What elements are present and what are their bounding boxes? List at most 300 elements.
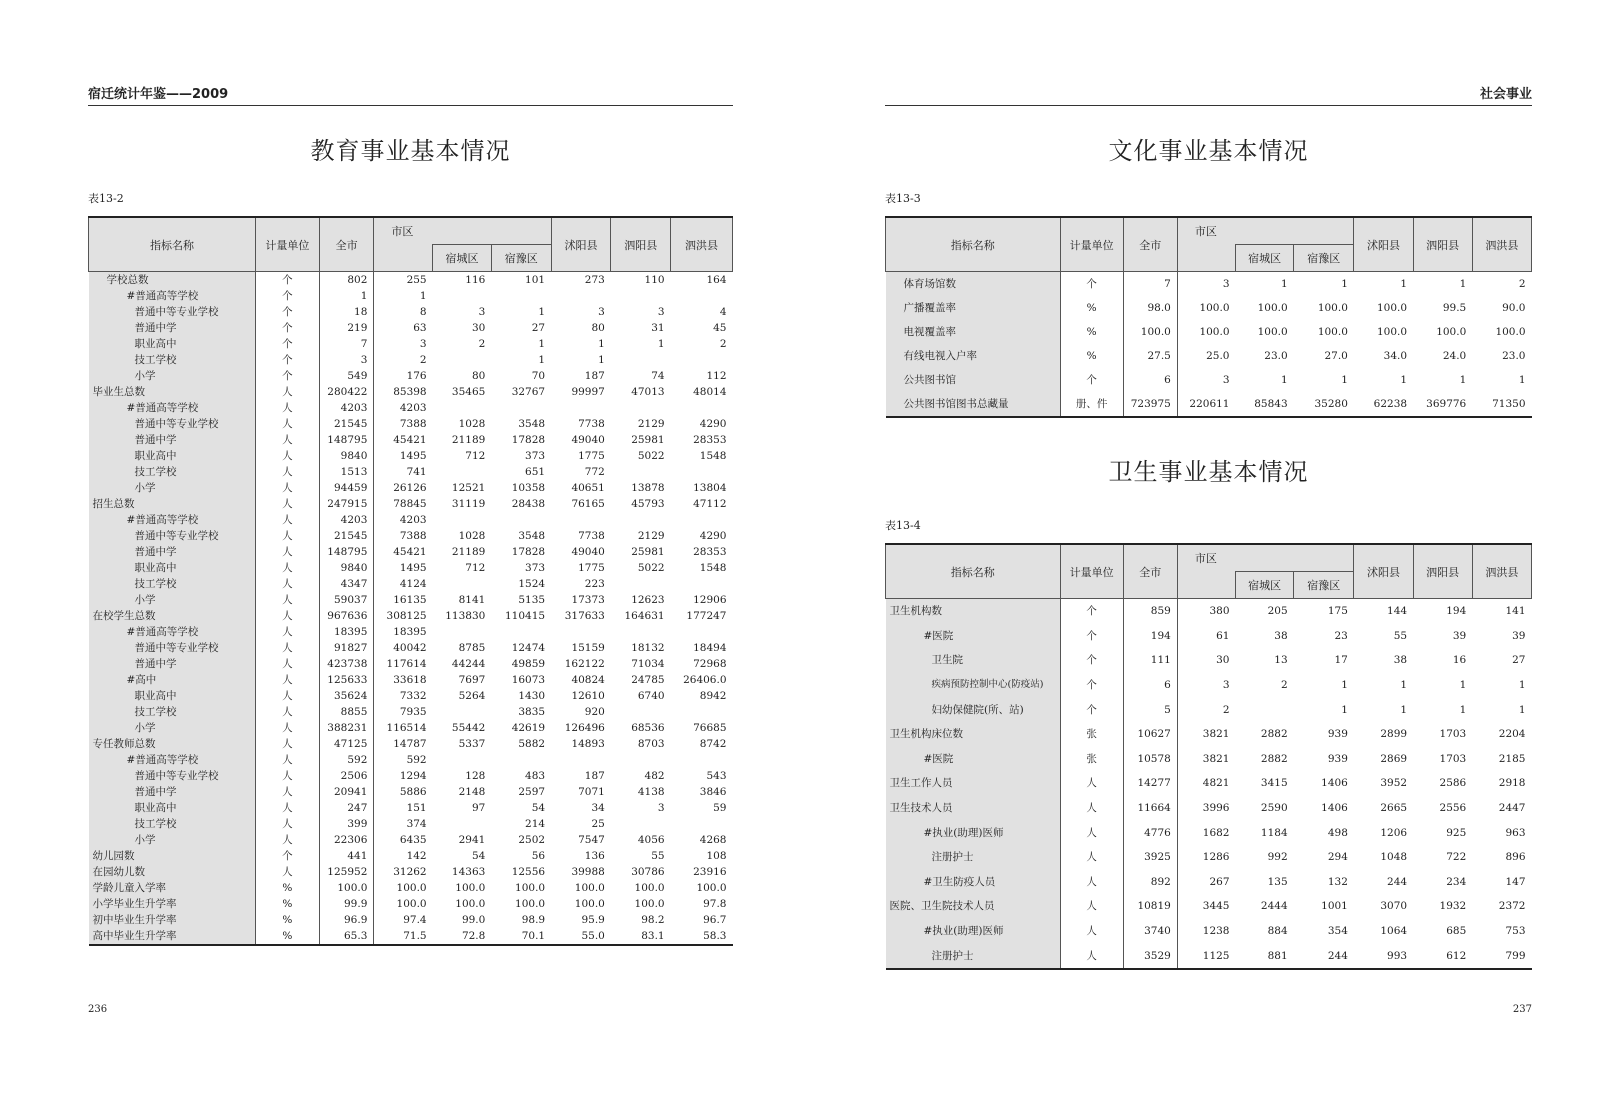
cell-value: 2129: [637, 530, 665, 542]
table-row: [89, 576, 733, 592]
cell-value: 99.0: [461, 914, 486, 926]
table-row: [886, 344, 1532, 368]
cell-value: 2129: [637, 418, 665, 430]
cell-value: 1: [1400, 278, 1408, 290]
cell-value: [433, 816, 492, 832]
running-head: [88, 85, 733, 106]
cell-value: 423738: [319, 656, 374, 672]
cell-value: 3: [1222, 278, 1230, 290]
header-city: 市区: [1177, 544, 1354, 572]
row-label: 职业高中: [89, 560, 256, 576]
cell-value: 8785: [458, 642, 486, 654]
cell-value: 194: [1123, 624, 1177, 649]
row-unit: 人: [255, 400, 319, 416]
cell-value: 8742: [699, 738, 727, 750]
cell-value: 12556: [511, 866, 546, 878]
left-page: [88, 0, 733, 1099]
header-suyu: 宿豫区: [491, 245, 551, 272]
cell-value: 7388: [399, 418, 427, 430]
cell-value: 40651: [571, 482, 605, 494]
cell-value: 85843: [1236, 392, 1294, 417]
cell-value: 62238: [1354, 392, 1413, 417]
row-label: 小学: [89, 720, 256, 736]
cell-value: 234: [1446, 875, 1467, 888]
cell-value: 100.0: [1377, 326, 1408, 338]
cell-value: 14893: [571, 738, 605, 750]
cell-value: 8: [419, 306, 427, 318]
header-suchen: 宿城区: [1236, 572, 1294, 599]
cell-value: 2148: [458, 786, 486, 798]
education-table-body: [89, 272, 733, 946]
cell-value: 99997: [571, 386, 605, 398]
table-row: [886, 722, 1532, 747]
row-unit: 人: [255, 768, 319, 784]
cell-value: [433, 352, 492, 368]
cell-value: 27: [531, 322, 546, 334]
cell-value: 38: [1393, 654, 1408, 667]
cell-value: 85398: [393, 386, 427, 398]
cell-value: 34.0: [1383, 350, 1408, 362]
cell-value: 1294: [399, 770, 427, 782]
row-label: #医院: [886, 624, 1061, 649]
cell-value: 39: [1512, 629, 1526, 642]
cell-value: 4138: [637, 786, 665, 798]
cell-value: 76685: [693, 722, 727, 734]
cell-value: [433, 752, 492, 768]
row-unit: 人: [255, 672, 319, 688]
cell-value: 16: [1452, 654, 1467, 667]
cell-value: 17373: [571, 594, 605, 606]
cell-value: 1: [538, 306, 546, 318]
row-unit: 人: [255, 832, 319, 848]
cell-value: 164: [706, 274, 727, 286]
cell-value: 113830: [445, 610, 486, 622]
row-label: 普通中学: [89, 544, 256, 560]
cell-value: 5264: [458, 690, 486, 702]
cell-value: 90.0: [1502, 302, 1526, 314]
cell-value: 100.0: [455, 882, 486, 894]
row-label: 电视覆盖率: [886, 320, 1061, 344]
table-row: [89, 752, 733, 768]
cell-value: 58.3: [671, 928, 733, 945]
cell-value: [433, 576, 492, 592]
row-label: 职业高中: [89, 448, 256, 464]
cell-value: 194: [1446, 605, 1467, 618]
cell-value: [433, 624, 492, 640]
table-row: [89, 912, 733, 928]
cell-value: 2: [478, 338, 486, 350]
cell-value: 59: [713, 802, 727, 814]
cell-value: 99.9: [319, 896, 374, 912]
cell-value: 1: [657, 338, 665, 350]
row-label: 高中毕业生升学率: [89, 928, 256, 945]
row-unit: 人: [255, 512, 319, 528]
row-unit: 人: [1060, 919, 1123, 944]
cell-value: 1406: [1321, 802, 1348, 815]
cell-value: 4203: [319, 512, 374, 528]
row-unit: 人: [255, 496, 319, 512]
health-table: [885, 543, 1532, 970]
cell-value: 5886: [399, 786, 427, 798]
cell-value: 1: [1459, 703, 1467, 716]
table-row: [89, 928, 733, 945]
cell-value: [611, 352, 671, 368]
cell-value: 97: [471, 802, 486, 814]
cell-value: 65.3: [319, 928, 374, 945]
header-unit: 计量单位: [255, 217, 319, 272]
cell-value: 317633: [564, 610, 605, 622]
cell-value: 125633: [319, 672, 374, 688]
cell-value: 95.9: [581, 914, 605, 926]
cell-value: [671, 576, 733, 592]
cell-value: [611, 816, 671, 832]
cell-value: 100.0: [574, 898, 605, 910]
row-label: #执业(助理)医师: [886, 919, 1061, 944]
cell-value: 592: [406, 754, 427, 766]
cell-value: 3821: [1202, 728, 1230, 741]
table-row: [89, 672, 733, 688]
row-unit: 人: [255, 864, 319, 880]
row-label: 卫生工作人员: [886, 771, 1061, 796]
cell-value: 244: [1294, 943, 1354, 969]
table-row: [89, 432, 733, 448]
table-row: [89, 400, 733, 416]
cell-value: 12610: [571, 690, 605, 702]
row-unit: 人: [255, 608, 319, 624]
row-label: 体育场馆数: [886, 272, 1061, 297]
row-unit: 人: [1060, 771, 1123, 796]
cell-value: 1028: [458, 418, 486, 430]
cell-value: 4268: [699, 834, 727, 846]
cell-value: 31262: [393, 866, 427, 878]
cell-value: 18132: [631, 642, 665, 654]
table-row: [886, 796, 1532, 821]
cell-value: 2204: [1498, 728, 1526, 741]
cell-value: 25.0: [1206, 350, 1230, 362]
table-row: [89, 592, 733, 608]
cell-value: [551, 624, 611, 640]
cell-value: 5022: [637, 562, 665, 574]
cell-value: 685: [1446, 925, 1467, 938]
cell-value: 4821: [1202, 777, 1230, 790]
row-unit: 人: [255, 656, 319, 672]
cell-value: 4: [719, 306, 727, 318]
table-row: [886, 747, 1532, 772]
header-siyang: 泗阳县: [1413, 217, 1472, 272]
row-label: 小学: [89, 832, 256, 848]
row-unit: 册、件: [1060, 392, 1123, 417]
cell-value: 1: [1400, 679, 1408, 692]
row-unit: 人: [1060, 943, 1123, 969]
cell-value: [671, 816, 733, 832]
cell-value: 1125: [1177, 943, 1235, 969]
row-unit: 人: [255, 784, 319, 800]
cell-value: 1: [1400, 703, 1408, 716]
cell-value: 42619: [511, 722, 546, 734]
row-unit: 个: [1060, 272, 1123, 297]
row-label: 小学: [89, 480, 256, 496]
cell-value: 78845: [393, 498, 427, 510]
cell-value: 1: [1341, 278, 1348, 290]
cell-value: [551, 288, 611, 304]
cell-value: 100.0: [396, 882, 427, 894]
cell-value: 17: [1334, 654, 1348, 667]
cell-value: 1048: [1380, 851, 1408, 864]
cell-value: [551, 400, 611, 416]
cell-value: 1524: [518, 578, 546, 590]
row-label: 在校学生总数: [89, 608, 256, 624]
cell-value: 3740: [1123, 919, 1177, 944]
cell-value: 219: [319, 320, 374, 336]
cell-value: 1682: [1202, 826, 1230, 839]
row-label: 在园幼儿数: [89, 864, 256, 880]
row-unit: %: [255, 912, 319, 928]
header-suyu: 宿豫区: [1294, 245, 1354, 272]
cell-value: 100.0: [1123, 320, 1177, 344]
row-label: 小学毕业生升学率: [89, 896, 256, 912]
cell-value: 45793: [631, 498, 665, 510]
row-unit: 个: [255, 352, 319, 368]
cell-value: 3996: [1202, 802, 1230, 815]
health-table-body: [886, 599, 1532, 969]
cell-value: 45421: [393, 434, 427, 446]
cell-value: 482: [644, 770, 665, 782]
cell-value: 2665: [1380, 802, 1408, 815]
cell-value: 23.0: [1502, 350, 1526, 362]
row-unit: 个: [1060, 673, 1123, 698]
cell-value: 369776: [1413, 392, 1472, 417]
row-label: 公共图书馆图书总藏量: [886, 392, 1061, 417]
table-row: [886, 624, 1532, 649]
cell-value: 71.5: [374, 928, 433, 945]
table-row: [89, 800, 733, 816]
table-row: [89, 336, 733, 352]
cell-value: 247915: [319, 496, 374, 512]
cell-value: 2869: [1380, 752, 1408, 765]
cell-value: 1: [1400, 374, 1408, 386]
cell-value: 2447: [1498, 802, 1526, 815]
cell-value: 549: [319, 368, 374, 384]
cell-value: 1932: [1439, 900, 1467, 913]
cell-value: 7738: [578, 530, 605, 542]
row-label: #普通高等学校: [89, 624, 256, 640]
cell-value: [611, 624, 671, 640]
row-unit: %: [1060, 320, 1123, 344]
cell-value: 308125: [386, 610, 427, 622]
running-head: [885, 85, 1532, 106]
cell-value: 2506: [319, 768, 374, 784]
cell-value: 3: [478, 306, 486, 318]
cell-value: 1548: [699, 562, 727, 574]
cell-value: 2: [1518, 278, 1526, 290]
cell-value: 112: [706, 370, 727, 382]
cell-value: 100.0: [455, 898, 486, 910]
cell-value: 12474: [511, 642, 546, 654]
table-row: [89, 384, 733, 400]
row-unit: 人: [255, 816, 319, 832]
cell-value: 12906: [693, 594, 727, 606]
cell-value: 54: [471, 850, 486, 862]
cell-value: 3529: [1123, 943, 1177, 969]
row-label: 技工学校: [89, 464, 256, 480]
table-row: [89, 272, 733, 289]
table-number: 表13-4: [885, 519, 921, 532]
cell-value: 3: [657, 802, 665, 814]
cell-value: 802: [319, 272, 374, 289]
cell-value: 100.0: [1257, 302, 1288, 314]
cell-value: 40042: [393, 642, 427, 654]
cell-value: 1: [598, 338, 605, 350]
cell-value: 18494: [693, 642, 727, 654]
cell-value: 1238: [1202, 925, 1230, 938]
cell-value: 992: [1267, 851, 1288, 864]
row-label: 有线电视入户率: [886, 344, 1061, 368]
row-unit: 人: [1060, 820, 1123, 845]
row-label: 初中毕业生升学率: [89, 912, 256, 928]
row-label: 幼儿园数: [89, 848, 256, 864]
cell-value: 1: [319, 288, 374, 304]
cell-value: 135: [1267, 875, 1288, 888]
cell-value: 3821: [1202, 752, 1230, 765]
row-unit: %: [255, 928, 319, 945]
cell-value: 374: [406, 818, 427, 830]
cell-value: 7547: [578, 834, 605, 846]
cell-value: 3415: [1260, 777, 1288, 790]
row-unit: 个: [255, 272, 319, 289]
table-row: [89, 528, 733, 544]
table-row: [89, 288, 733, 304]
cell-value: 151: [406, 802, 427, 814]
cell-value: 8141: [458, 594, 486, 606]
cell-value: 22306: [319, 832, 374, 848]
cell-value: 6435: [399, 834, 427, 846]
header-name: 指标名称: [89, 217, 256, 272]
cell-value: 247: [319, 800, 374, 816]
cell-value: 177247: [686, 610, 727, 622]
cell-value: 6: [1123, 368, 1177, 392]
cell-value: 12521: [451, 482, 486, 494]
cell-value: 18: [319, 304, 374, 320]
cell-value: 100.0: [1199, 326, 1230, 338]
row-unit: 人: [255, 704, 319, 720]
cell-value: 9840: [319, 560, 374, 576]
cell-value: 1286: [1202, 851, 1230, 864]
cell-value: 100.0: [319, 880, 374, 896]
cell-value: 25: [591, 818, 605, 830]
cell-value: 1495: [399, 450, 427, 462]
table-row: [89, 496, 733, 512]
table-row: [886, 820, 1532, 845]
cell-value: 141: [1505, 605, 1526, 618]
cell-value: 4203: [399, 514, 427, 526]
cell-value: 3548: [518, 530, 546, 542]
cell-value: 380: [1209, 605, 1230, 618]
cell-value: 23916: [693, 866, 727, 878]
cell-value: 49040: [571, 434, 605, 446]
cell-value: [433, 464, 492, 480]
cell-value: 39: [1452, 629, 1467, 642]
cell-value: 47125: [319, 736, 374, 752]
cell-value: [671, 704, 733, 720]
education-table: [88, 216, 733, 946]
cell-value: 40824: [571, 674, 605, 686]
cell-value: 55: [1393, 629, 1408, 642]
cell-value: [611, 576, 671, 592]
cell-value: 26406.0: [683, 674, 727, 686]
cell-value: 722: [1446, 851, 1467, 864]
cell-value: 110415: [505, 610, 546, 622]
cell-value: 592: [319, 752, 374, 768]
cell-value: 1: [1341, 703, 1348, 716]
cell-value: 6740: [637, 690, 665, 702]
cell-value: 1: [1280, 278, 1288, 290]
row-label: 普通中等专业学校: [89, 528, 256, 544]
cell-value: 1: [1459, 679, 1467, 692]
cell-value: 117614: [386, 658, 427, 670]
cell-value: 1775: [578, 450, 605, 462]
running-head-text: 社会事业: [1479, 87, 1532, 102]
cell-value: [433, 704, 492, 720]
row-unit: 个: [255, 848, 319, 864]
cell-value: 80: [591, 322, 605, 334]
cell-value: 59037: [319, 592, 374, 608]
cell-value: 2502: [518, 834, 546, 846]
cell-value: 6: [1123, 673, 1177, 698]
table-row: [886, 648, 1532, 673]
cell-value: 244: [1387, 875, 1408, 888]
row-unit: 个: [255, 288, 319, 304]
cell-value: 100.0: [1377, 302, 1408, 314]
cell-value: 4203: [319, 400, 374, 416]
header-siyang: 泗阳县: [611, 217, 671, 272]
cell-value: 27.5: [1123, 344, 1177, 368]
row-label: 卫生技术人员: [886, 796, 1061, 821]
cell-value: 21545: [319, 528, 374, 544]
cell-value: 7: [1123, 272, 1177, 297]
cell-value: [671, 288, 733, 304]
cell-value: 13804: [693, 482, 727, 494]
cell-value: 35465: [451, 386, 486, 398]
row-unit: 人: [255, 432, 319, 448]
cell-value: [1236, 697, 1294, 722]
cell-value: [433, 288, 492, 304]
cell-value: 280422: [319, 384, 374, 400]
cell-value: 799: [1472, 943, 1531, 969]
header-shuyang: 沭阳县: [1354, 217, 1413, 272]
cell-value: 97.4: [403, 914, 427, 926]
cell-value: 3070: [1380, 900, 1408, 913]
cell-value: 12623: [631, 594, 665, 606]
cell-value: 5022: [637, 450, 665, 462]
cell-value: 2185: [1498, 752, 1526, 765]
row-label: 普通中等专业学校: [89, 304, 256, 320]
cell-value: 44244: [451, 658, 486, 670]
cell-value: 94459: [319, 480, 374, 496]
cell-value: 63: [413, 322, 427, 334]
header-siyang: 泗阳县: [1413, 544, 1472, 599]
cell-value: 354: [1327, 925, 1348, 938]
table-row: [89, 816, 733, 832]
row-unit: 人: [255, 384, 319, 400]
row-unit: 个: [1060, 624, 1123, 649]
cell-value: 125952: [319, 864, 374, 880]
cell-value: 5337: [458, 738, 486, 750]
row-unit: 人: [255, 576, 319, 592]
cell-value: 7388: [399, 530, 427, 542]
cell-value: 10627: [1123, 722, 1177, 747]
cell-value: [671, 512, 733, 528]
table-row: [886, 673, 1532, 698]
